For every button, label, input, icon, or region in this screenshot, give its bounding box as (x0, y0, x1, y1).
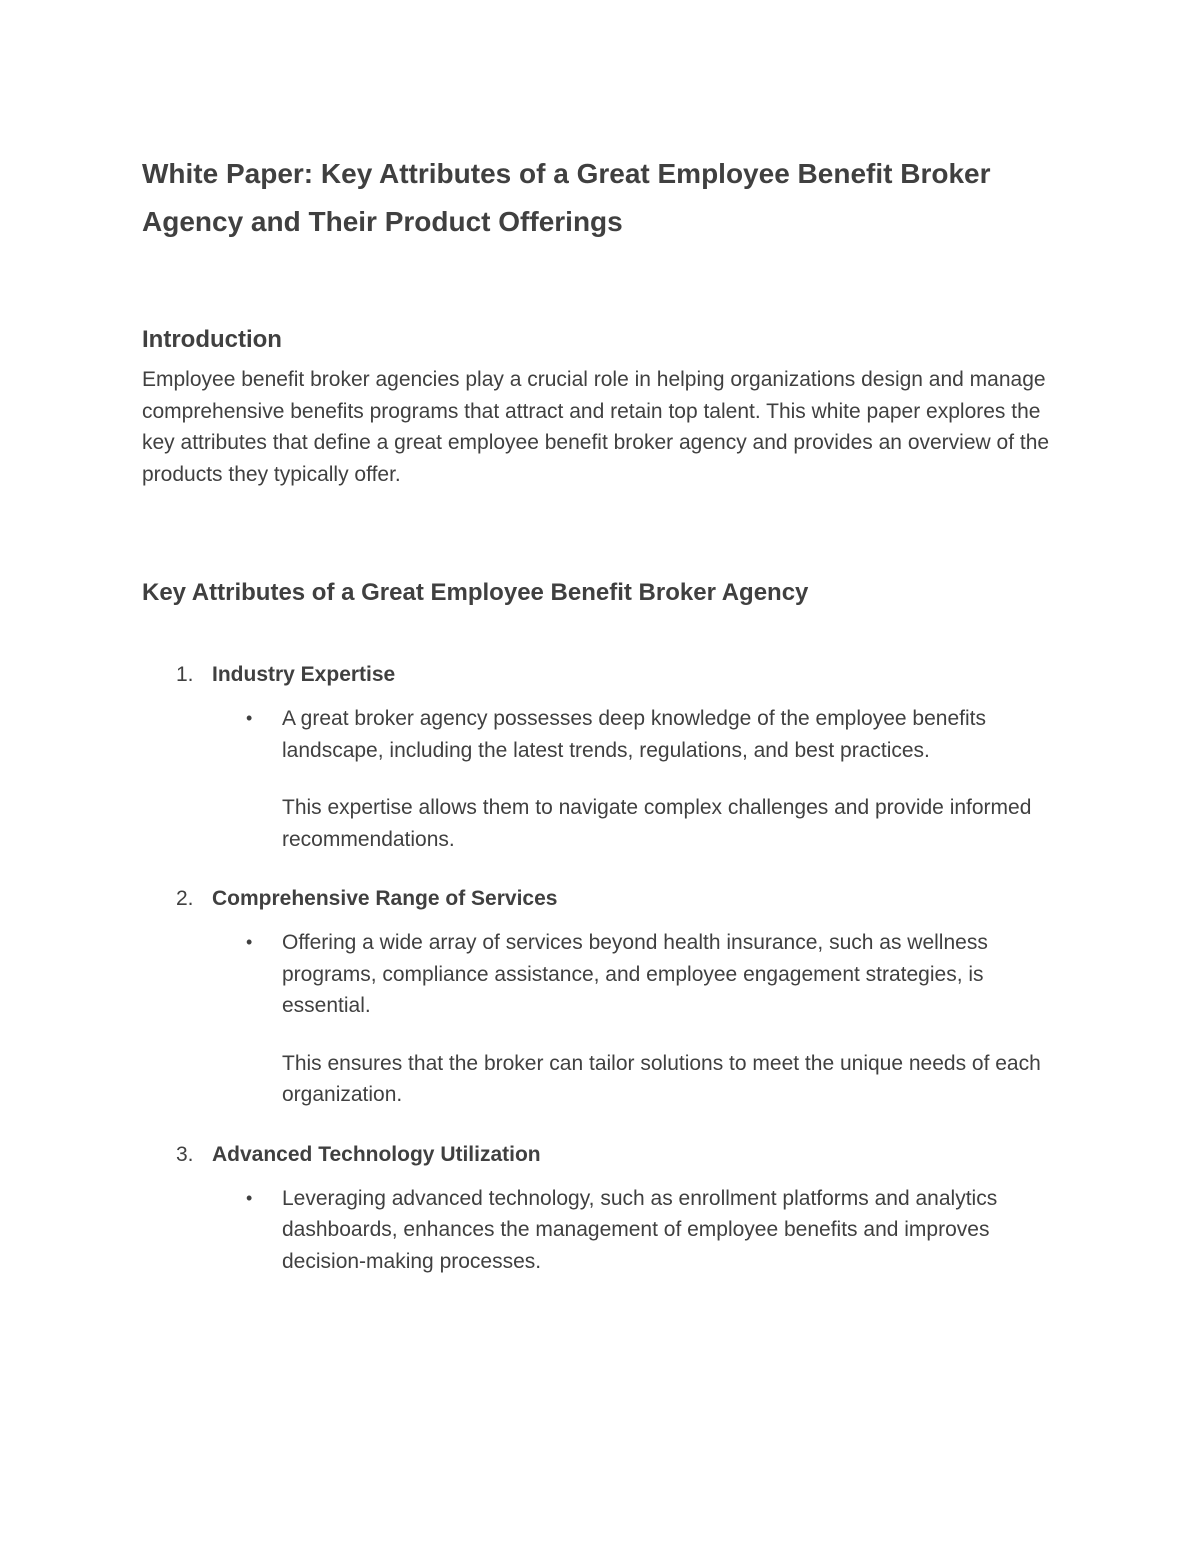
bullet-icon: • (246, 1187, 253, 1208)
key-attributes-list (142, 659, 1062, 1277)
list-number: 3. (176, 1142, 194, 1166)
attribute-heading-row (142, 1139, 1062, 1171)
attribute-heading-row (142, 883, 1062, 915)
follow-up-paragraph: This ensures that the broker can tailor solutions to meet the unique needs of each organization. (282, 1051, 1041, 1106)
document-title: White Paper: Key Attributes of a Great Employee Benefit Broker Agency and Their Product Offerings (142, 158, 991, 237)
bullet-icon: • (246, 708, 253, 728)
document-page (142, 150, 1062, 1305)
list-item (142, 1139, 1062, 1278)
bullet-row (142, 703, 1062, 766)
list-number: 1. (176, 663, 194, 686)
bullet-icon: • (246, 932, 253, 952)
list-item (142, 883, 1062, 1111)
bullet-text: Leveraging advanced technology, such as enrollment platforms and analytics dashboards, enhances the management of employee benefits and improves decision-making processes. (282, 1186, 998, 1273)
list-item (142, 659, 1062, 855)
introduction-paragraph: Employee benefit broker agencies play a crucial role in helping organizations design and manage comprehensive benefits programs that attract and retain top talent. This white paper explores the key attributes that define a great employee benefit broker agency and provides an overview of the products they typically offer. (142, 368, 1050, 486)
list-number: 2. (176, 887, 194, 910)
bullet-row (142, 1183, 1062, 1278)
attribute-heading-row (142, 659, 1062, 691)
introduction-heading: Introduction (142, 326, 282, 353)
follow-up-paragraph: This expertise allows them to navigate complex challenges and provide informed recommendations. (282, 796, 1032, 851)
bullet-row (142, 927, 1062, 1022)
bullet-text: Offering a wide array of services beyond health insurance, such as wellness programs, compliance assistance, and employee engagement strategies, is essential. (282, 931, 988, 1017)
attribute-title: Advanced Technology Utilization (212, 1142, 541, 1166)
key-attributes-heading: Key Attributes of a Great Employee Benefit Broker Agency (142, 579, 809, 606)
bullet-text: A great broker agency possesses deep knowledge of the employee benefits landscape, including the latest trends, regulations, and best practices. (282, 707, 986, 762)
attribute-title: Comprehensive Range of Services (212, 887, 558, 910)
attribute-title: Industry Expertise (212, 663, 396, 686)
